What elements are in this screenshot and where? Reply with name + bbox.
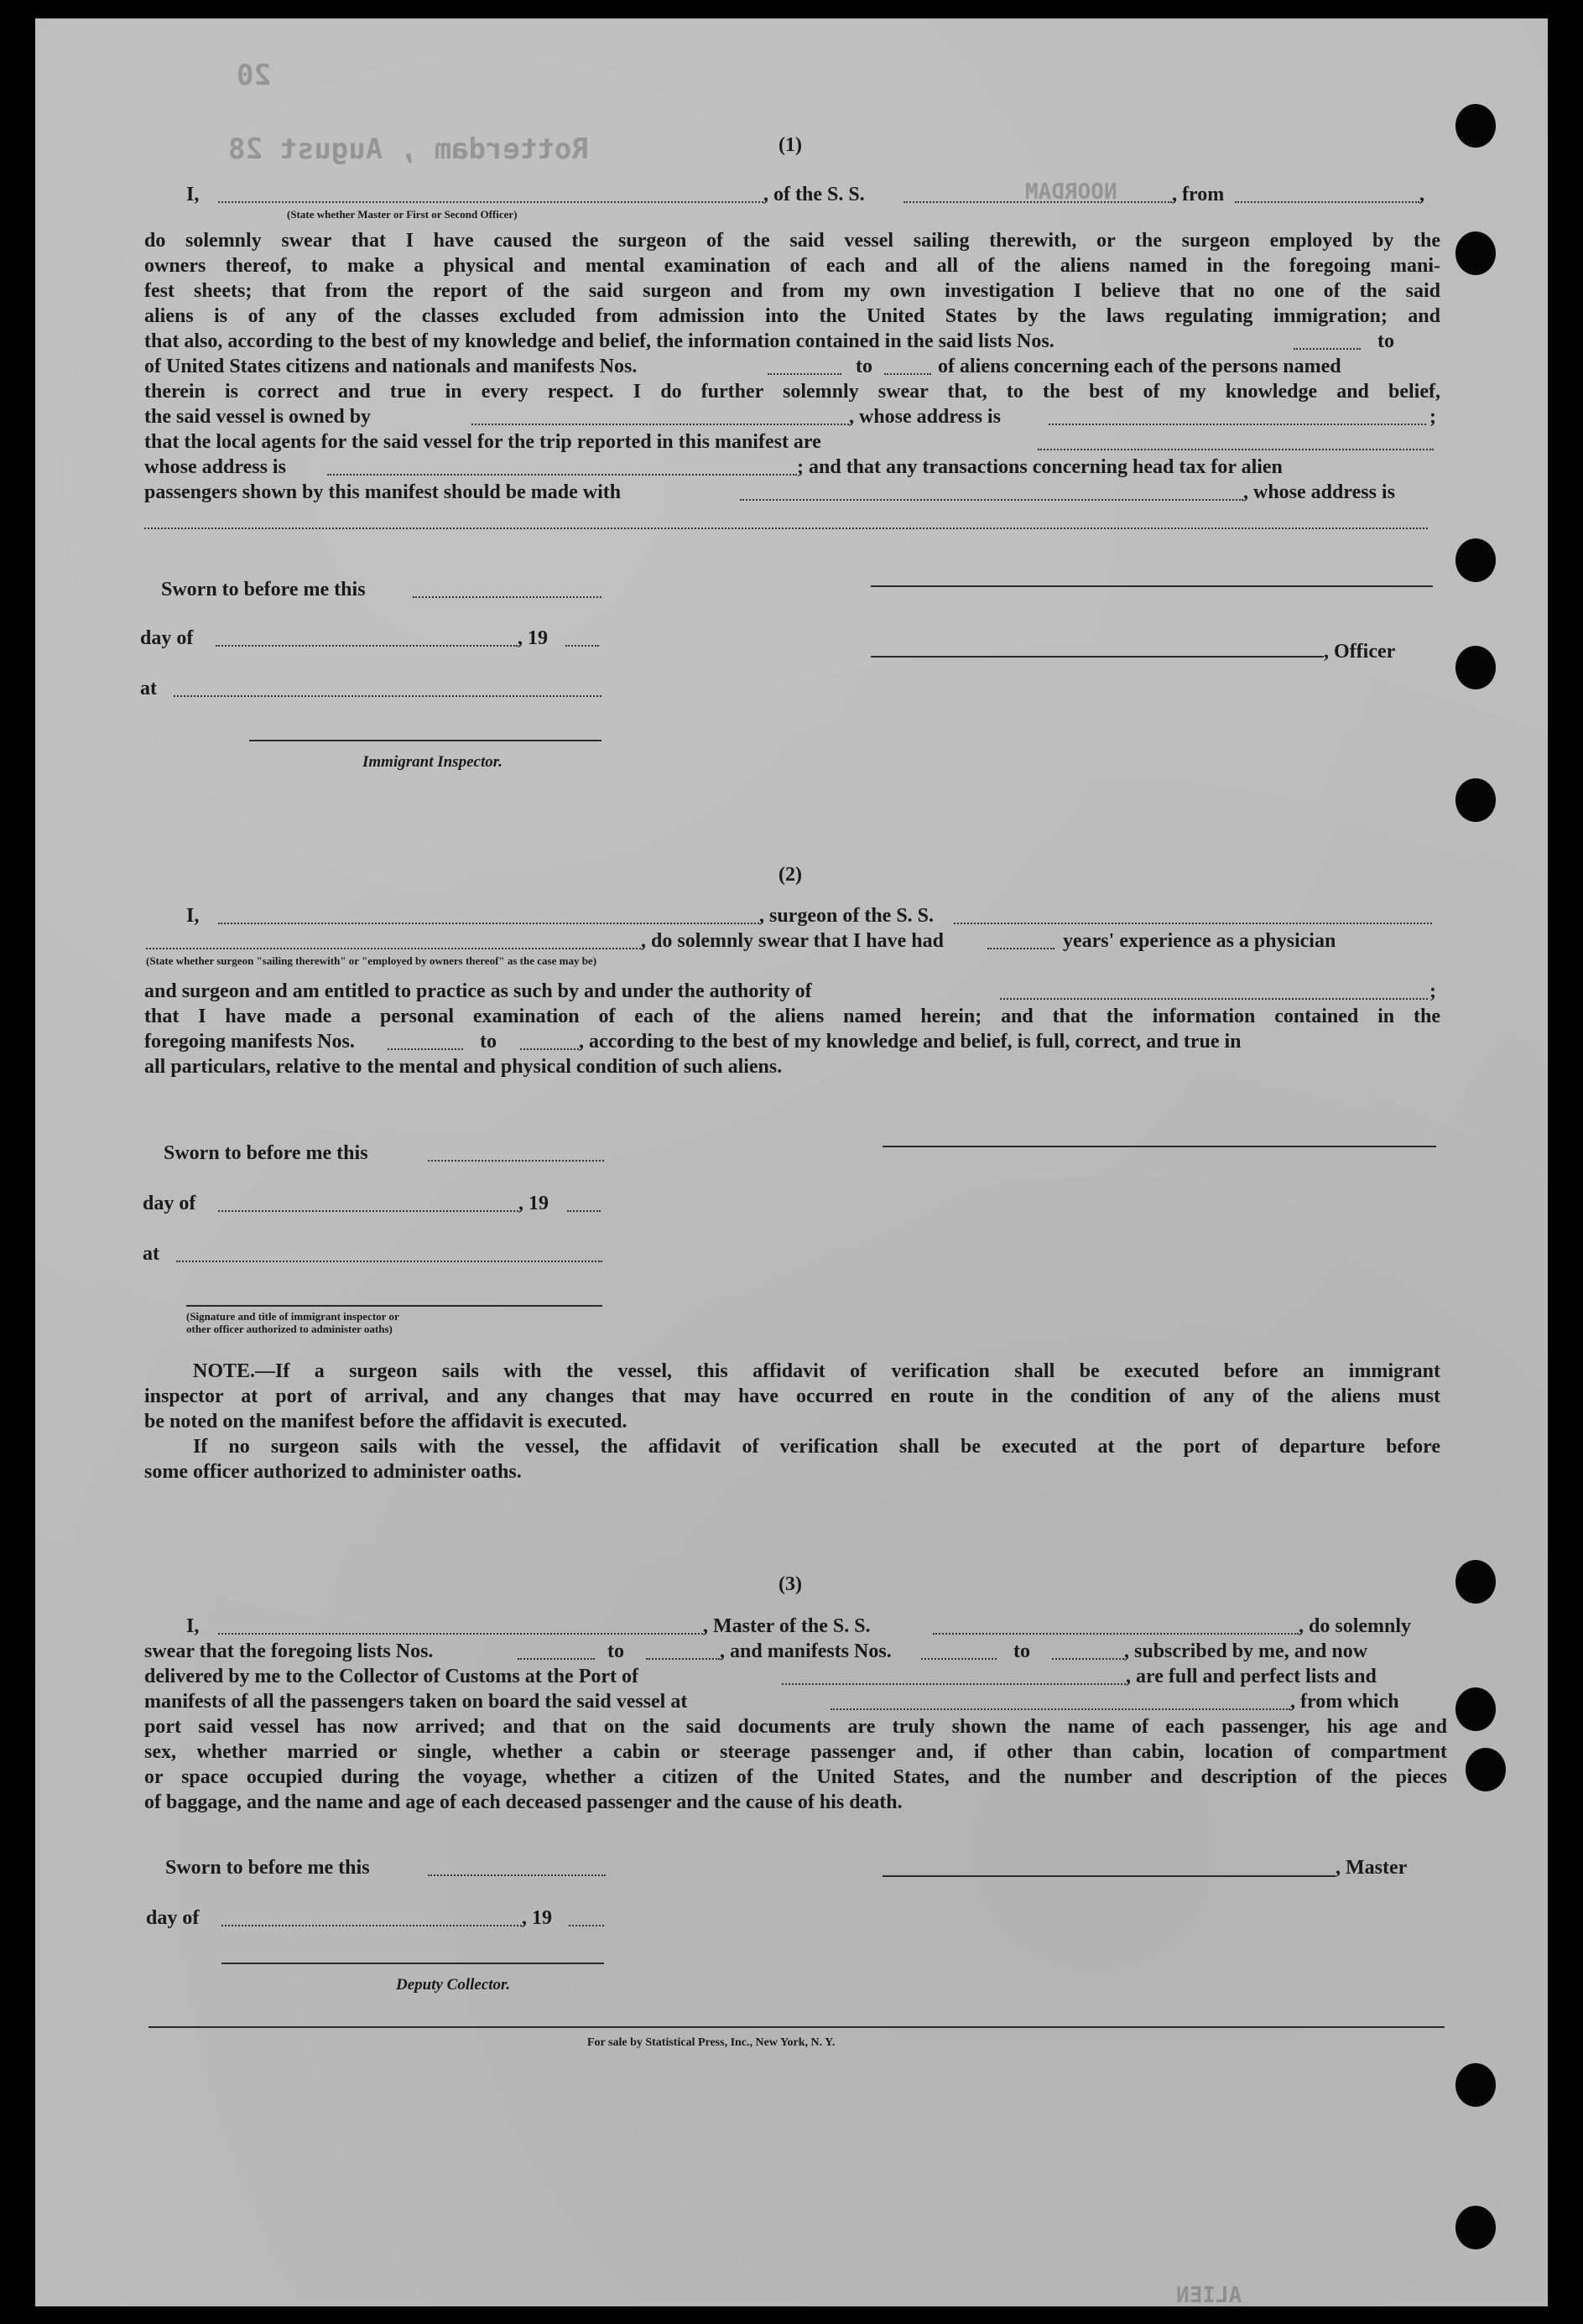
- s1-whose-address: , whose address is: [849, 406, 1001, 428]
- s3-do-solemnly: , do solemnly: [1299, 1615, 1412, 1637]
- s1-whose: whose address is: [144, 456, 286, 478]
- s1-line: owners thereof, to make a physical and mental examination of each and all of the aliens named in the foregoing mani-: [144, 255, 1440, 277]
- s1-day-blank: [216, 645, 518, 647]
- s2-year-blank: [567, 1210, 601, 1212]
- s2-at: at: [143, 1243, 159, 1265]
- s3-deputy-sign-line: [221, 1963, 604, 1964]
- s3-master-of: , Master of the S. S.: [703, 1615, 871, 1637]
- s3-full-perfect: , are full and perfect lists and: [1126, 1666, 1377, 1687]
- s2-sworn: Sworn to before me this: [164, 1142, 368, 1164]
- section-3-number: (3): [778, 1573, 802, 1595]
- s3-line: or space occupied during the voyage, whether a citizen of the United States, and the number and description of the pieces: [144, 1766, 1447, 1788]
- s3-boarded-blank: [831, 1708, 1290, 1710]
- s1-at-blank: [174, 695, 601, 697]
- s1-oath-paragraph: [144, 228, 1440, 329]
- s1-manifest-from-blank: [768, 373, 841, 375]
- s2-signature-line: [883, 1146, 1436, 1147]
- s3-name-blank: [218, 1633, 703, 1635]
- s3-line: of baggage, and the name and age of each deceased passenger and the cause of his death.: [144, 1791, 903, 1813]
- s2-semicolon: ;: [1429, 980, 1436, 1002]
- s1-passengers: passengers shown by this manifest should be made with: [144, 481, 622, 503]
- s1-true-line: therein is correct and true in every respect. I do further solemnly swear that, to the best of my knowledge and belief,: [144, 381, 1440, 403]
- note-line-1: NOTE.—If a surgeon sails with the vessel, this affidavit of verification shall be executed before an immigrant: [193, 1360, 1440, 1382]
- s1-officer-blank: [218, 201, 763, 203]
- punch-hole: [1455, 778, 1496, 822]
- s3-nineteen: , 19: [522, 1907, 552, 1929]
- s1-year-blank: [565, 645, 599, 647]
- s2-day-blank: [218, 1210, 518, 1212]
- s3-sworn: Sworn to before me this: [165, 1857, 370, 1879]
- s3-day-of: day of: [146, 1907, 200, 1929]
- bleed-through-right: NOORDAM: [1025, 179, 1117, 205]
- note-line-5: some officer authorized to administer oaths.: [144, 1461, 522, 1483]
- s2-surgeon-note: (State whether surgeon "sailing therewith" or "employed by owners thereof" as the case may be): [146, 954, 597, 967]
- s3-year-blank: [569, 1925, 604, 1926]
- s2-personal: that I have made a personal examination of each of the aliens named herein; and that the information contained in the: [144, 1006, 1440, 1027]
- s2-i: I,: [186, 905, 200, 927]
- s1-from-blank: [1235, 201, 1419, 203]
- s1-owner-address-blank: [1049, 424, 1426, 425]
- s1-officer-line: [871, 656, 1324, 658]
- s3-and-manifests: , and manifests Nos.: [720, 1640, 892, 1662]
- s1-us-line: of United States citizens and nationals and manifests Nos.: [144, 356, 638, 377]
- s3-line: sex, whether married or single, whether a cabin or steerage passenger and, if other than cabin, location of compartment: [144, 1741, 1447, 1763]
- section-2-number: (2): [778, 864, 802, 886]
- s1-day-of: day of: [140, 627, 194, 649]
- s2-surgeon-of: , surgeon of the S. S.: [759, 905, 935, 927]
- s2-to: to: [480, 1031, 497, 1053]
- note-line-2: inspector at port of arrival, and any changes that may have occurred en route in the condition of any of the aliens must: [144, 1386, 1440, 1407]
- s3-day-blank: [221, 1925, 522, 1926]
- s1-owned: the said vessel is owned by: [144, 406, 372, 428]
- s1-lists-blank: [1294, 348, 1361, 350]
- s3-ship-blank: [933, 1633, 1299, 1635]
- section-1-number: (1): [778, 134, 802, 156]
- s1-from: , from: [1172, 184, 1225, 205]
- s3-line: port said vessel has now arrived; and that on the said documents are truly shown the name of each passenger, his age and: [144, 1716, 1447, 1738]
- punch-hole: [1466, 1748, 1506, 1791]
- s1-lists-line: that also, according to the best of my knowledge and belief, the information contained in the said lists Nos.: [144, 330, 1054, 352]
- s1-us-to: to: [856, 356, 872, 377]
- s1-agent-address-blank: [327, 474, 797, 476]
- s2-foregoing: foregoing manifests Nos.: [144, 1031, 355, 1053]
- s2-at-blank: [176, 1261, 602, 1262]
- s1-us-end: of aliens concerning each of the persons named: [938, 356, 1341, 377]
- bleed-through-number: 20: [237, 59, 271, 92]
- s1-inspector-label: Immigrant Inspector.: [362, 753, 502, 771]
- punch-hole: [1455, 231, 1496, 275]
- document-page: [35, 18, 1548, 2306]
- s2-years: years' experience as a physician: [1063, 930, 1336, 952]
- s1-sworn: Sworn to before me this: [161, 579, 366, 600]
- s3-master-label: , Master: [1336, 1857, 1408, 1879]
- punch-hole: [1455, 1687, 1496, 1731]
- s1-comma: ,: [1419, 184, 1424, 205]
- bleed-through-bottom: ALIEN: [1176, 2283, 1242, 2308]
- bleed-through-ship: Rotterdam , August 28: [228, 133, 589, 166]
- s1-head-tax-blank: [740, 499, 1243, 501]
- s2-inspector-sign-line: [186, 1305, 602, 1307]
- s1-owner-blank: [471, 424, 849, 425]
- punch-hole: [1455, 2063, 1496, 2107]
- s1-line: aliens is of any of the classes excluded from admission into the United States by the laws regulating immigration; and: [144, 305, 1440, 327]
- s1-manifest-to-blank: [884, 373, 931, 375]
- s3-delivered: delivered by me to the Collector of Customs at the Port of: [144, 1666, 638, 1687]
- s3-to-2: to: [1013, 1640, 1030, 1662]
- s2-authority-blank: [1000, 998, 1428, 1000]
- s3-port-blank: [782, 1683, 1126, 1685]
- punch-hole: [1455, 104, 1496, 148]
- s2-sworn-blank: [428, 1160, 604, 1162]
- s1-line: do solemnly swear that I have caused the surgeon of the said vessel sailing therewith, or the surgeon employed by the: [144, 230, 1440, 252]
- s3-master-sign-line: [883, 1875, 1336, 1877]
- s3-to-1: to: [607, 1640, 624, 1662]
- printer-credit: For sale by Statistical Press, Inc., New York, N. Y.: [587, 2036, 836, 2049]
- s3-subscribed: , subscribed by me, and now: [1124, 1640, 1368, 1662]
- s1-sworn-blank: [413, 596, 601, 598]
- s1-nineteen: , 19: [518, 627, 548, 649]
- s1-to: to: [1377, 330, 1394, 352]
- s3-manifest-to-blank: [1052, 1658, 1124, 1660]
- s1-inspector-sign-line: [249, 740, 601, 741]
- s1-officer-note: (State whether Master or First or Second Officer): [287, 208, 518, 221]
- s2-to-blank: [520, 1048, 579, 1050]
- s3-from-which: , from which: [1290, 1691, 1399, 1713]
- s1-line: fest sheets; that from the report of the said surgeon and from my own investigation I believe that no one of the said: [144, 280, 1440, 302]
- note-line-3: be noted on the manifest before the affidavit is executed.: [144, 1411, 627, 1432]
- s2-surgeon-type-blank: [146, 948, 641, 949]
- s1-agents-blank: [1038, 449, 1434, 450]
- s2-sig-note-2: other officer authorized to administer oaths): [186, 1323, 393, 1335]
- s2-name-blank: [218, 923, 759, 924]
- s3-list-to-blank: [646, 1658, 720, 1660]
- s1-whose-address-is: , whose address is: [1243, 481, 1395, 503]
- s2-sig-note-1: (Signature and title of immigrant inspector or: [186, 1310, 399, 1323]
- s1-i: I,: [186, 184, 200, 205]
- s3-manifests-all: manifests of all the passengers taken on board the said vessel at: [144, 1691, 688, 1713]
- footer-rule: [148, 2026, 1445, 2028]
- s2-nineteen: , 19: [518, 1193, 549, 1214]
- s3-sworn-blank: [428, 1874, 606, 1876]
- s1-semicolon: ;: [1429, 406, 1436, 428]
- s1-signature-line: [871, 585, 1433, 587]
- s1-continuation-blank: [144, 528, 1428, 529]
- s2-day-of: day of: [143, 1193, 196, 1214]
- punch-hole: [1455, 646, 1496, 689]
- s3-deputy-label: Deputy Collector.: [396, 1976, 511, 1994]
- punch-hole: [1455, 1560, 1496, 1604]
- s3-swear: swear that the foregoing lists Nos.: [144, 1640, 434, 1662]
- s2-ship-blank: [954, 923, 1432, 924]
- s1-of-ss: , of the S. S.: [763, 184, 865, 205]
- s2-from-blank: [388, 1048, 463, 1050]
- s1-officer-label: , Officer: [1324, 641, 1396, 663]
- s3-list-from-blank: [518, 1658, 595, 1660]
- note-line-4: If no surgeon sails with the vessel, the affidavit of verification shall be executed at the port of departure before: [193, 1436, 1440, 1458]
- s3-i: I,: [186, 1615, 200, 1637]
- s3-oath-paragraph: [144, 1714, 1447, 1815]
- s2-authority: and surgeon and am entitled to practice as such by and under the authority of: [144, 980, 812, 1002]
- s1-agents: that the local agents for the said vessel for the trip reported in this manifest are: [144, 431, 821, 453]
- s2-particulars: all particulars, relative to the mental and physical condition of such aliens.: [144, 1056, 783, 1078]
- punch-hole: [1455, 2206, 1496, 2249]
- s1-head-tax: ; and that any transactions concerning head tax for alien: [797, 456, 1283, 478]
- s1-ship-blank: [903, 201, 1172, 203]
- s1-at: at: [140, 678, 157, 699]
- s2-years-blank: [987, 948, 1054, 949]
- s3-manifest-from-blank: [921, 1658, 997, 1660]
- s2-swear: , do solemnly swear that I have had: [641, 930, 944, 952]
- s2-according: , according to the best of my knowledge and belief, is full, correct, and true in: [579, 1031, 1242, 1053]
- punch-hole: [1455, 538, 1496, 582]
